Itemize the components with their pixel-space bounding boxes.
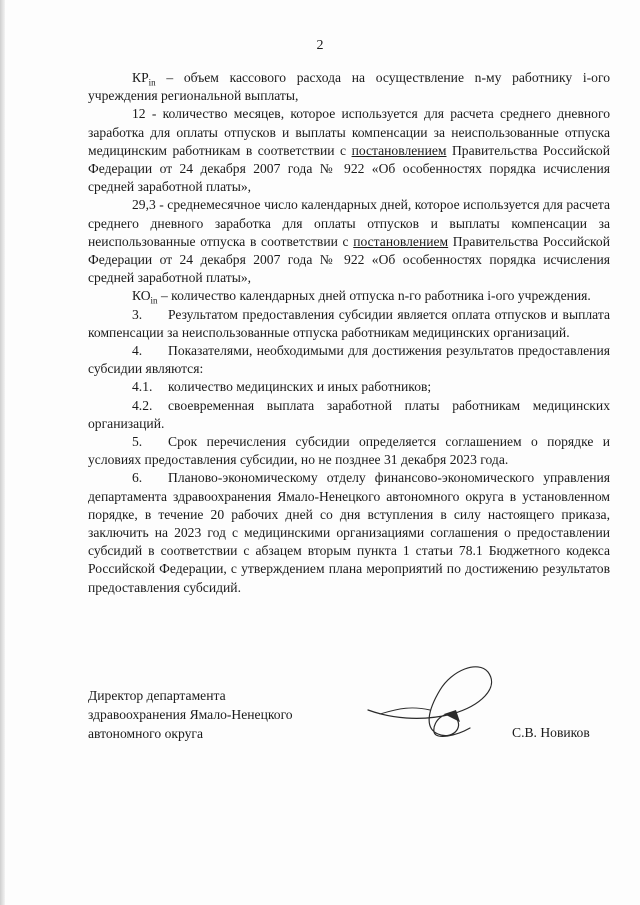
signatory-line-3: автономного округа (88, 726, 204, 741)
p293-resolution-link[interactable]: постановлением (353, 233, 449, 249)
scan-edge (0, 0, 5, 905)
list-text: Срок перечисления субсидии определяется соглашением о порядке и условиях предоставления субсидии, но не позднее 31 декабря 2023 года. (88, 434, 610, 468)
document-body (88, 69, 610, 597)
page-number: 2 (316, 38, 324, 53)
paragraph-29-3-days (88, 196, 610, 287)
kr-subscript: in (148, 77, 156, 88)
list-text: Планово-экономическому отделу финансово-экономического управления департамента здравоохранения Ямало-Ненецкого автономного округа в установленном порядке, в течение 20 рабочих дней со дня вступления в силу настоящего приказа, заключить на 2023 год с медицинскими организациями соглашения о предоставлении субсидий в соответствии с абзацем вторым пункта 1 статьи 78.1 Бюджетного кодекса Российской Федерации, с утверждением плана мероприятий по достижению результатов предоставления субсидий. (88, 470, 610, 595)
list-item-4-1 (88, 378, 610, 396)
ko-text: – количество календарных дней отпуска n-го работника i-ого учреждения. (157, 288, 591, 304)
list-item-6 (88, 469, 610, 596)
kr-label: КР (132, 70, 149, 85)
p12-end-text: Правительства Российской Федерации от 24 декабря 2007 года № 922 «Об особенностях порядка исчисления средней заработной платы», (88, 142, 610, 195)
list-number: 4. (132, 343, 143, 359)
signatory-line-1: Директор департамента (88, 688, 226, 703)
list-number: 6. (132, 470, 143, 486)
list-item-5 (88, 433, 610, 469)
p12-text: 12 - количество месяцев, которое используется для расчета среднего дневного заработка для оплаты отпусков и выплаты компенсации за неиспользованные отпуска медицинским работникам в соответствии с (88, 106, 610, 158)
signatory-line-2: здравоохранения Ямало-Ненецкого (88, 707, 293, 722)
paragraph-ko (88, 287, 610, 305)
list-item-4-2 (88, 397, 610, 433)
signatory-title (88, 686, 293, 743)
signatory-name: С.В. Новиков (512, 725, 590, 740)
kr-text: – объем кассового расхода на осуществление n-му работнику i-ого учреждения региональной выплаты, (88, 70, 610, 104)
paragraph-kr (88, 69, 610, 105)
p293-text: 29,3 - среднемесячное число календарных дней, которое используется для расчета среднего дневного заработка для оплаты отпусков и выплаты компенсации за неиспользованные отпуска в соответствии с (88, 197, 610, 249)
list-text: Результатом предоставления субсидии является оплата отпусков и выплата компенсации за неиспользованные отпуска работникам медицинских организаций. (88, 306, 610, 340)
list-number: 5. (132, 434, 143, 450)
list-item-4 (88, 342, 610, 378)
list-number: 4.1. (132, 379, 153, 395)
list-text: своевременная выплата заработной платы работникам медицинских организаций. (88, 397, 610, 431)
p293-end-text: Правительства Российской Федерации от 24 декабря 2007 года № 922 «Об особенностях порядка исчисления средней заработной платы», (88, 233, 610, 286)
ko-label: КО (132, 288, 151, 304)
list-text: Показателями, необходимыми для достижения результатов предоставления субсидии являются: (88, 343, 610, 377)
paragraph-12-months (88, 105, 610, 196)
list-text: количество медицинских и иных работников; (168, 379, 432, 395)
list-number: 3. (132, 306, 143, 322)
list-item-3 (88, 306, 610, 342)
ko-subscript: in (150, 296, 158, 307)
handwritten-signature (360, 648, 530, 748)
p12-resolution-link[interactable]: постановлением (351, 142, 447, 158)
list-number: 4.2. (132, 397, 153, 413)
